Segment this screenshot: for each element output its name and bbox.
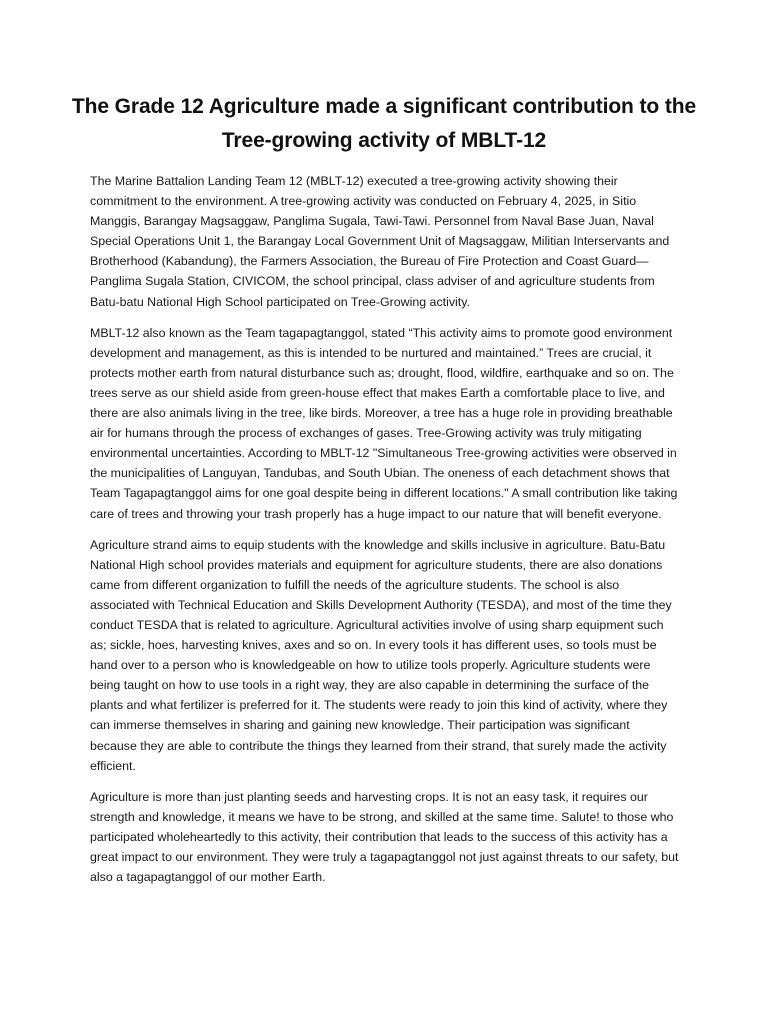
paragraph-intro: The Marine Battalion Landing Team 12 (MBLT-12) executed a tree-growing activity showing their commitment to the environment. A tree-growing activity was conducted on February 4, 2025, in Sitio Manggis, Barangay Magsaggaw, Panglima Sugala, Tawi-Tawi. Personnel from Naval Base Juan, Naval Special Operations Unit 1, the Barangay Local Government Unit of Magsaggaw, Militian Interservants and Brotherhood (Kabandung), the Farmers Association, the Bureau of Fire Protection and Coast Guard—Panglima Sugala Station, CIVICOM, the school principal, class adviser of and agriculture students from Batu-batu National High School participated on Tree-Growing activity. (90, 174, 670, 309)
article-title: The Grade 12 Agriculture made a significant contribution to the Tree-growing activity of MBLT-12 (71, 95, 697, 152)
paragraph-mblt-statement: MBLT-12 also known as the Team tagapagtanggol, stated “This activity aims to promote good environment development and management, as this is intended to be nurtured and maintained.” Trees are crucial, it protects mother earth from natural disturbance such as; drought, flood, wildfire, earthquake and so on. The trees serve as our shield aside from green-house effect that makes Earth a comfortable place to live, and there are also animals living in the tree, like birds. Moreover, a tree has a huge role in providing breathable air for humans through the process of exchanges of gases. Tree-Growing activity was truly mitigating environmental uncertainties. According to MBLT-12 "Simultaneous Tree-growing activities were observed in the municipalities of Languyan, Tandubas, and South Ubian. The oneness of each detachment shows that Team Tagapagtanggol aims for one goal despite being in different locations." A small contribution like taking care of trees and throwing your trash properly has a huge impact to our nature that will benefit everyone. (90, 325, 678, 521)
paragraph-conclusion: Agriculture is more than just planting seeds and harvesting crops. It is not an easy task, it requires our strength and knowledge, it means we have to be strong, and skilled at the same time. Salute! to those who participated wholeheartedly to this activity, their contribution that leads to the success of this activity has a great impact to our environment. They were truly a tagapagtanggol not just against threats to our safety, but also a tagapagtanggol of our mother Earth. (90, 789, 679, 885)
paragraph-agriculture-strand: Agriculture strand aims to equip students with the knowledge and skills inclusive in agriculture. Batu-Batu National High school provides materials and equipment for agriculture students, there are also donations came from different organization to fulfill the needs of the agriculture students. The school is also associated with Technical Education and Skills Development Authority (TESDA), and most of the time they conduct TESDA that is related to agriculture. Agricultural activities involve of using sharp equipment such as; sickle, hoes, harvesting knives, axes and so on. In every tools it has different uses, so tools must be hand over to a person who is knowledgeable on how to utilize tools properly. Agriculture students were being taught on how to use tools in a right way, they are also capable in determining the surface of the plants and what fertilizer is preferred for it. The students were ready to join this kind of activity, where they can immerse themselves in sharing and gaining new knowledge. Their participation was significant because they are able to contribute the things they learned from their strand, that surely made the activity efficient. (90, 537, 672, 773)
article-body (90, 171, 680, 898)
